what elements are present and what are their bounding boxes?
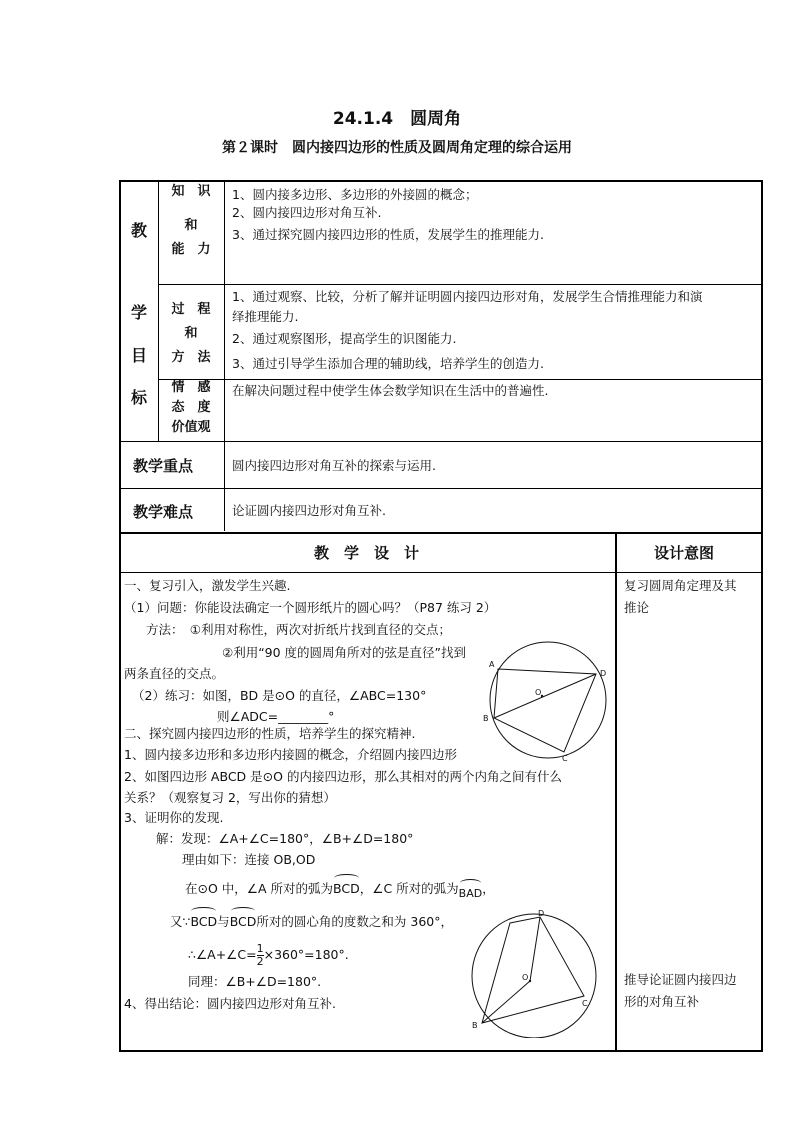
design-line: 两条直径的交点。 [124, 666, 225, 681]
design-line: 则∠ADC=________° [217, 709, 335, 724]
radius-od [530, 917, 540, 981]
process-item: 2、通过观察图形，提高学生的识图能力. [232, 331, 457, 346]
design-line: 3、证明你的发现. [124, 810, 224, 825]
difficulty-text: 论证圆内接四边形对角互补. [232, 503, 386, 518]
attitude-label: 情 感 态 度 价值观 [171, 380, 211, 435]
process-item: 绎推理能力. [232, 309, 299, 324]
quadrilateral-abcd [494, 669, 596, 752]
design-line: 关系？（观察复习 2，写出你的猜想） [124, 790, 336, 805]
arc-notation: BCD [333, 878, 360, 900]
point-label-d: D [600, 669, 607, 678]
process-item: 3、通过引导学生添加合理的辅助线，培养学生的创造力. [232, 356, 544, 371]
fraction: $\frac{1}{2}$ [256, 942, 264, 968]
grid-line [120, 532, 762, 534]
design-line: 1、圆内接多边形和多边形内接圆的概念，介绍圆内接四边形 [124, 747, 457, 762]
design-line: 在⊙O 中，∠A 所对的弧为BCD，∠C 所对的弧为BAD， [185, 878, 495, 901]
intent-text: 推导论证圆内接四边 形的对角互补 [624, 972, 737, 1009]
grid-line [158, 284, 762, 285]
circle-figure-1 [480, 640, 615, 765]
design-line: 解：发现：∠A+∠C=180°，∠B+∠D=180° [156, 831, 414, 846]
point-label-c: C [562, 754, 568, 763]
circle-outline [490, 642, 606, 758]
point-label-c: C [582, 999, 588, 1008]
difficulty-label: 教学难点 [133, 503, 194, 521]
grid-line [120, 572, 762, 573]
knowledge-item: 1、圆内接多边形、多边形的外接圆的概念； [232, 187, 478, 202]
design-line: （2）练习：如图，BD 是⊙O 的直径，∠ABC=130° [132, 688, 427, 703]
process-label: 过 程 和 方 法 [171, 302, 211, 365]
category-char: 标 [130, 388, 147, 407]
circle-figure-2 [464, 910, 614, 1038]
grid-line [224, 181, 225, 531]
lesson-subtitle: 第２课时 圆内接四边形的性质及圆周角定理的综合运用 [222, 140, 572, 156]
intent-header: 设计意图 [654, 544, 715, 562]
design-line: 一、复习引入，激发学生兴趣. [124, 578, 291, 593]
knowledge-item: 2、圆内接四边形对角互补. [232, 205, 382, 220]
design-line: ②利用“90 度的圆周角所对的弦是直径”找到 [222, 645, 467, 660]
category-char: 教 [130, 221, 147, 240]
point-label-d: D [538, 910, 545, 918]
attitude-text: 在解决问题过程中使学生体会数学知识在生活中的普遍性. [232, 383, 549, 398]
design-line: 方法： ①利用对称性，两次对折纸片找到直径的交点； [146, 622, 451, 637]
quadrilateral [482, 917, 584, 1023]
category-char: 学 [130, 303, 147, 322]
design-line: 二、探究圆内接四边形的性质，培养学生的探究精神. [124, 726, 416, 741]
point-label-o: O [522, 973, 529, 982]
design-line: 理由如下：连接 OB,OD [182, 852, 316, 867]
center-point [529, 980, 531, 982]
key-point-label: 教学重点 [133, 457, 194, 475]
design-line: 2、如图四边形 ABCD 是⊙O 的内接四边形，那么其相对的两个内角之间有什么 [124, 769, 562, 784]
knowledge-label: 知 识 和 能 力 [171, 184, 211, 257]
knowledge-item: 3、通过探究圆内接四边形的性质，发展学生的推理能力. [232, 227, 544, 242]
grid-line [158, 181, 159, 441]
arc-notation: BAD [459, 883, 483, 905]
design-line: 又∵BCD与BCD所对的圆心角的度数之和为 360°， [170, 911, 453, 933]
grid-line [615, 533, 617, 1051]
design-line: 4、得出结论：圆内接四边形对角互补. [124, 996, 336, 1011]
grid-line [120, 488, 762, 489]
point-label-b: B [483, 714, 489, 723]
design-line: （1）问题：你能设法确定一个圆形纸片的圆心吗？（P87 练习 2） [124, 600, 497, 615]
arc-notation: BCD [230, 911, 257, 933]
process-item: 1、通过观察、比较，分析了解并证明圆内接四边形对角，发展学生合情推理能力和演 [232, 289, 703, 304]
design-line: 同理：∠B+∠D=180°. [188, 974, 322, 989]
intent-text: 复习圆周角定理及其 推论 [624, 578, 737, 615]
category-char: 目 [130, 346, 147, 365]
point-label-a: A [489, 660, 495, 669]
arc-notation: BCD [190, 911, 217, 933]
design-header: 教 学 设 计 [314, 544, 420, 562]
point-label-b: B [472, 1021, 478, 1030]
lesson-title: 24.1.4 圆周角 [332, 109, 462, 129]
grid-line [120, 441, 762, 442]
design-line: ∴∠A+∠C= $\frac{1}{2}$ ×360°=180°. [188, 942, 349, 968]
point-label-o: O [535, 688, 542, 697]
key-point-text: 圆内接四边形对角互补的探索与运用. [232, 458, 436, 473]
circle-outline [472, 914, 596, 1038]
